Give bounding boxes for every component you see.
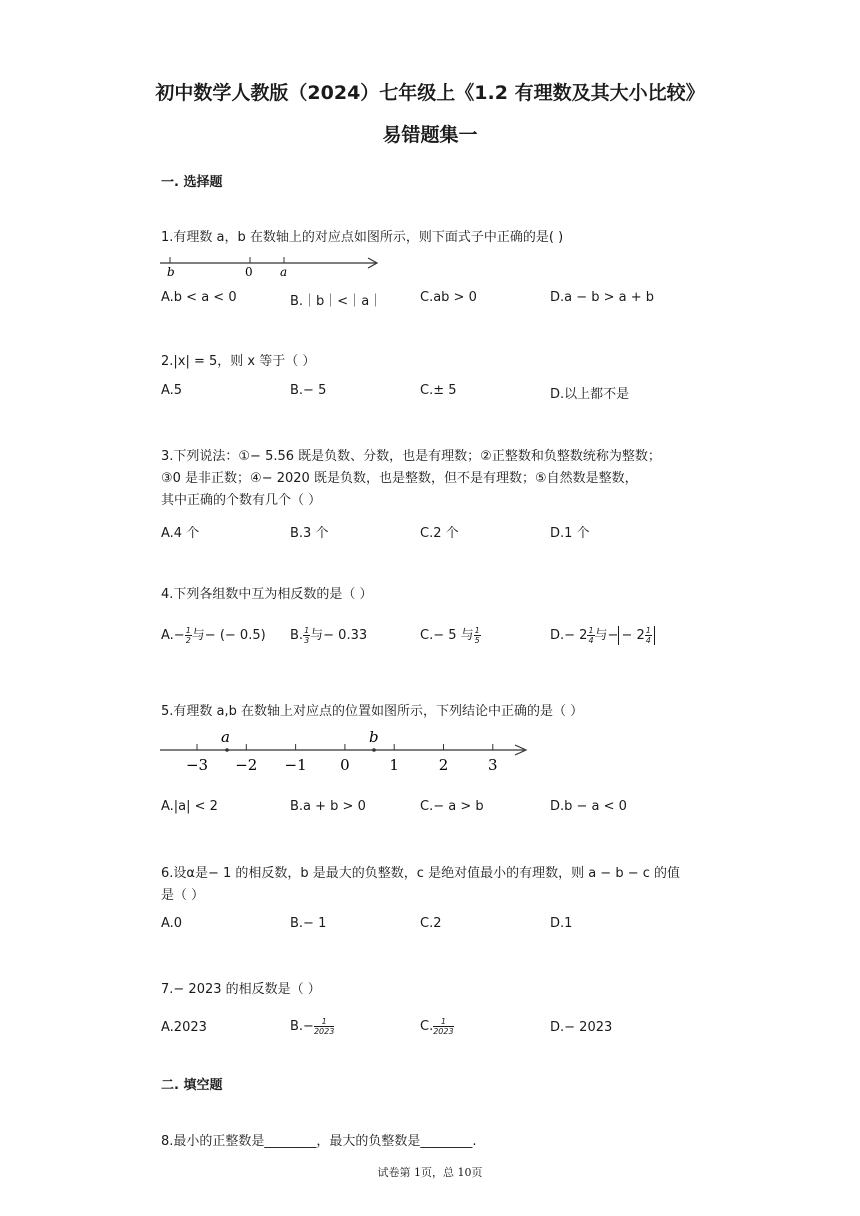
section-heading-choice: 一. 选择题 bbox=[161, 175, 223, 190]
axis-label-b: b bbox=[167, 265, 175, 278]
question-5-option-b[interactable]: B.a + b > 0 bbox=[290, 799, 366, 814]
numerator: 1 bbox=[314, 1017, 334, 1027]
axis-tick-label: 1 bbox=[389, 756, 399, 774]
question-3-option-a[interactable]: A.4 个 bbox=[161, 526, 200, 541]
question-3-line-3: 其中正确的个数有几个（ ） bbox=[161, 493, 322, 508]
question-4-option-a[interactable] bbox=[161, 624, 266, 645]
question-2-option-b[interactable]: B.− 5 bbox=[290, 383, 327, 398]
question-7-stem: 7.− 2023 的相反数是（ ） bbox=[161, 982, 321, 997]
axis-ticks bbox=[186, 744, 498, 774]
question-3-line-2: ③0 是非正数；④− 2020 既是负数，也是整数，但不是有理数；⑤自然数是整数， bbox=[161, 471, 638, 486]
question-3-option-b[interactable]: B.3 个 bbox=[290, 526, 329, 541]
question-1-option-d[interactable]: D.a − b > a + b bbox=[550, 290, 655, 305]
fraction bbox=[314, 1017, 334, 1036]
option-d-prefix: D.− 2 bbox=[550, 628, 588, 643]
denominator: 4 bbox=[588, 636, 594, 645]
question-7-option-c[interactable] bbox=[420, 1017, 454, 1036]
numerator: 1 bbox=[588, 626, 594, 635]
question-5-number-line bbox=[158, 727, 538, 777]
question-5-option-d[interactable]: D.b − a < 0 bbox=[550, 799, 627, 814]
fraction bbox=[587, 626, 594, 645]
option-b-prefix: B. bbox=[290, 628, 304, 643]
axis-tick-label: −1 bbox=[284, 756, 307, 774]
fraction bbox=[645, 626, 652, 645]
question-6-option-c[interactable]: C.2 bbox=[420, 916, 442, 931]
denominator: 2 bbox=[185, 636, 191, 645]
question-5-option-a[interactable]: A.|a| < 2 bbox=[161, 799, 218, 814]
fraction bbox=[474, 626, 481, 645]
point-a-label: a bbox=[221, 728, 230, 746]
numerator: 1 bbox=[185, 626, 191, 635]
question-1-option-b[interactable]: B.｜b｜<｜a｜ bbox=[290, 294, 383, 309]
question-6-option-d[interactable]: D.1 bbox=[550, 916, 573, 931]
question-6-line-1: 6.设α是− 1 的相反数，b 是最大的负整数，c 是绝对值最小的有理数，则 a − b − c 的值 bbox=[161, 866, 681, 881]
question-3-option-d[interactable]: D.1 个 bbox=[550, 526, 590, 541]
fraction bbox=[433, 1017, 453, 1036]
point-b-label: b bbox=[369, 728, 379, 746]
question-4-option-b[interactable] bbox=[290, 624, 367, 645]
question-2-option-c[interactable]: C.± 5 bbox=[420, 383, 457, 398]
denominator: 4 bbox=[645, 636, 651, 645]
question-1-stem: 1.有理数 a，b 在数轴上的对应点如图所示，则下面式子中正确的是( ) bbox=[161, 230, 564, 245]
question-2-option-d[interactable]: D.以上都不是 bbox=[550, 387, 630, 402]
question-4-option-c[interactable] bbox=[420, 624, 481, 645]
denominator: 3 bbox=[304, 636, 310, 645]
point-b-dot bbox=[372, 748, 376, 752]
axis-tick-label: 2 bbox=[438, 756, 449, 774]
option-b-suffix: 与− 0.33 bbox=[310, 628, 368, 643]
denominator: 2023 bbox=[433, 1027, 454, 1036]
question-1-number-line bbox=[158, 250, 388, 278]
page-title-line1: 初中数学人教版（2024）七年级上《1.2 有理数及其大小比较》 bbox=[155, 82, 705, 104]
option-c-prefix: C.− 5 与 bbox=[420, 628, 474, 643]
denominator: 5 bbox=[474, 636, 480, 645]
option-a-prefix: A.− bbox=[161, 628, 185, 643]
question-4-stem: 4.下列各组数中互为相反数的是（ ） bbox=[161, 587, 373, 602]
question-2-option-a[interactable]: A.5 bbox=[161, 383, 183, 398]
denominator: 2023 bbox=[313, 1027, 335, 1036]
question-3-line-1: 3.下列说法：①− 5.56 既是负数、分数，也是有理数；②正整数和负整数统称为整数； bbox=[161, 449, 661, 464]
question-6-option-a[interactable]: A.0 bbox=[161, 916, 183, 931]
numerator: 1 bbox=[304, 626, 310, 635]
question-1-option-c[interactable]: C.ab > 0 bbox=[420, 290, 477, 305]
question-5-option-c[interactable]: C.− a > b bbox=[420, 799, 484, 814]
option-b-prefix: B.− bbox=[290, 1019, 314, 1034]
numerator: 1 bbox=[433, 1017, 453, 1027]
option-a-suffix: 与− (− 0.5) bbox=[191, 628, 266, 643]
option-d-mid: 与− bbox=[594, 628, 619, 643]
page-title-line2: 易错题集一 bbox=[382, 124, 478, 146]
absolute-value bbox=[618, 626, 654, 645]
question-6-option-b[interactable]: B.− 1 bbox=[290, 916, 327, 931]
axis-label-zero: 0 bbox=[245, 265, 253, 278]
question-8-stem: 8.最小的正整数是________，最大的负整数是________. bbox=[161, 1134, 477, 1149]
point-a-dot bbox=[225, 748, 229, 752]
axis-tick-label: 3 bbox=[488, 756, 498, 774]
question-2-stem: 2.|x| = 5，则 x 等于（ ） bbox=[161, 354, 316, 369]
axis-tick-label: 0 bbox=[340, 756, 350, 774]
numerator: 1 bbox=[474, 626, 480, 635]
page-footer: 试卷第 1页，总 10页 bbox=[377, 1166, 483, 1179]
abs-inner: − 2 bbox=[621, 628, 645, 643]
question-7-option-a[interactable]: A.2023 bbox=[161, 1020, 207, 1035]
question-7-option-b[interactable] bbox=[290, 1017, 334, 1036]
question-7-option-d[interactable]: D.− 2023 bbox=[550, 1020, 613, 1035]
axis-tick-label: −2 bbox=[235, 756, 258, 774]
question-3-option-c[interactable]: C.2 个 bbox=[420, 526, 459, 541]
section-heading-fill-in: 二. 填空题 bbox=[161, 1078, 223, 1093]
fraction bbox=[185, 626, 192, 645]
numerator: 1 bbox=[645, 626, 651, 635]
question-4-option-d[interactable] bbox=[550, 624, 655, 645]
question-5-stem: 5.有理数 a,b 在数轴上对应点的位置如图所示，下列结论中正确的是（ ） bbox=[161, 704, 584, 719]
question-1-option-a[interactable]: A.b < a < 0 bbox=[161, 290, 237, 305]
option-c-prefix: C. bbox=[420, 1019, 434, 1034]
axis-label-a: a bbox=[280, 265, 288, 278]
axis-tick-label: −3 bbox=[185, 756, 209, 774]
question-6-line-2: 是（ ） bbox=[161, 888, 205, 903]
